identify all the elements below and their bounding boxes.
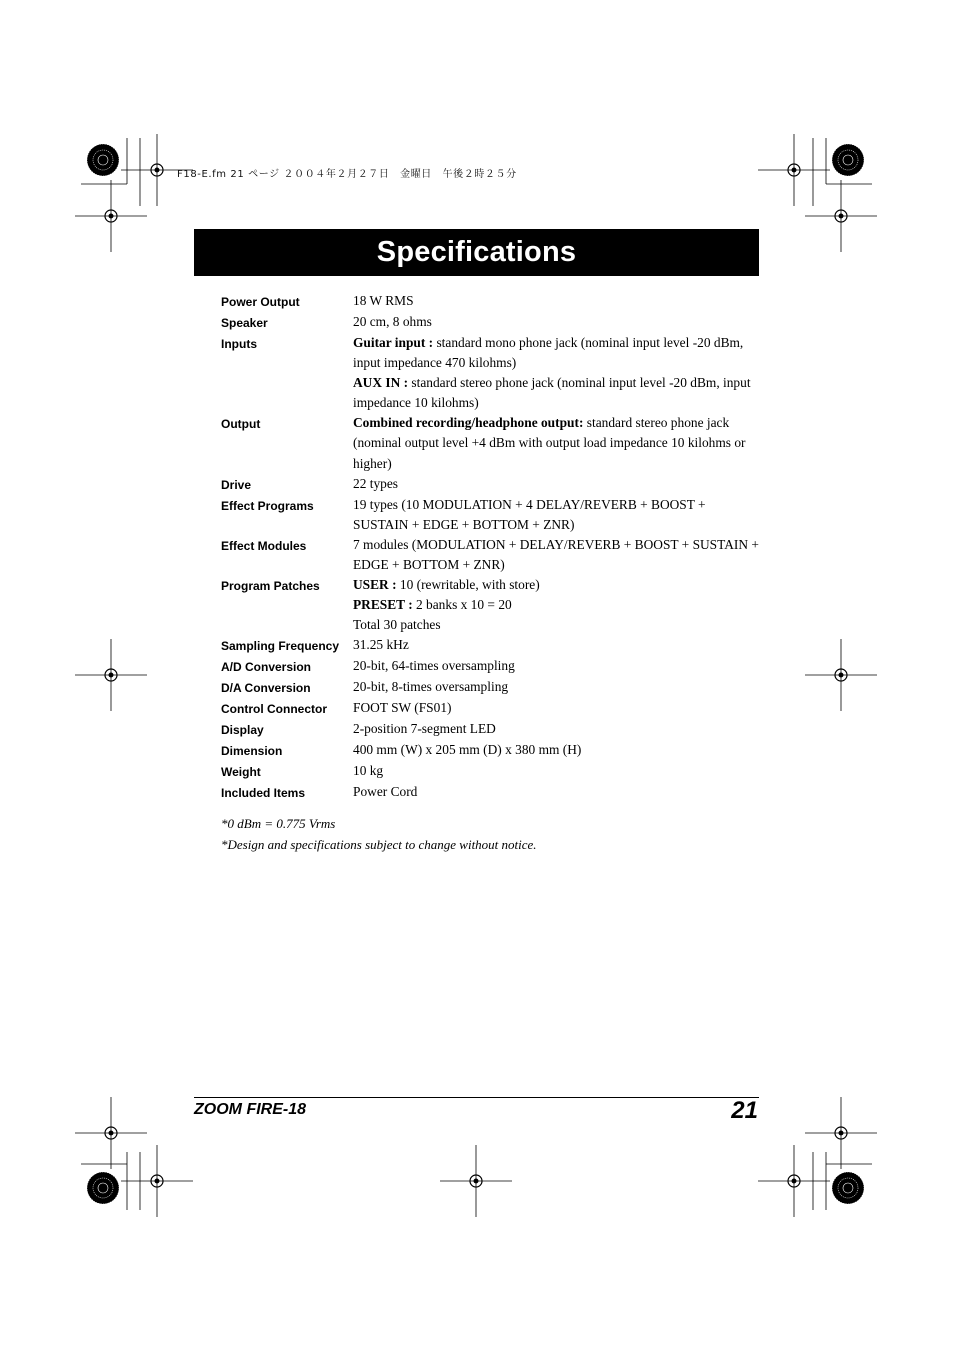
spec-value-line xyxy=(353,698,761,718)
registration-star-icon xyxy=(87,1172,119,1204)
spec-value-line xyxy=(353,635,761,655)
spec-value-heading: Guitar input : xyxy=(353,335,434,350)
spec-table xyxy=(221,291,761,803)
spec-value xyxy=(353,635,761,656)
spec-label: Power Output xyxy=(221,295,300,309)
spec-value-text: 20-bit, 8-times oversampling xyxy=(353,679,509,695)
spec-value-line xyxy=(353,333,761,373)
spec-label: Weight xyxy=(221,765,261,780)
registration-mark-icon xyxy=(758,1145,830,1217)
spec-row xyxy=(221,740,761,761)
print-header: F18-E.fm 21 ページ ２００４年２月２７日 金曜日 午後２時２５分 xyxy=(177,169,517,180)
spec-value-text: standard stereo phone jack (nominal input level -20 dBm, input impedance 10 kilohms) xyxy=(353,375,751,411)
registration-mark-icon xyxy=(805,639,877,711)
spec-value xyxy=(353,677,761,698)
registration-mark-icon xyxy=(75,180,147,252)
spec-value-line xyxy=(353,677,761,697)
footnote: *0 dBm = 0.775 Vrms xyxy=(221,816,336,831)
spec-value-text: 2-position 7-segment LED xyxy=(353,721,496,737)
spec-row xyxy=(221,333,761,413)
registration-mark-icon xyxy=(121,1145,193,1217)
spec-label: Display xyxy=(221,723,264,738)
footer-rule xyxy=(194,1097,759,1098)
spec-value xyxy=(353,495,761,535)
spec-row xyxy=(221,635,761,656)
spec-row xyxy=(221,495,761,535)
spec-row xyxy=(221,761,761,782)
spec-value-text: FOOT SW (FS01) xyxy=(353,700,452,716)
page-number: 21 xyxy=(731,1097,758,1124)
spec-value xyxy=(353,656,761,677)
spec-value xyxy=(353,333,761,413)
spec-value-line xyxy=(353,575,761,595)
spec-value-text: standard stereo phone jack (nominal output level +4 dBm with output load impedance 10 kilohms or higher) xyxy=(353,415,746,471)
registration-mark-icon xyxy=(805,1097,877,1169)
spec-value xyxy=(353,698,761,719)
spec-value xyxy=(353,575,761,635)
spec-value-line xyxy=(353,474,761,494)
spec-label: Speaker xyxy=(221,316,268,330)
spec-label: Included Items xyxy=(221,786,306,801)
registration-mark-icon xyxy=(75,639,147,711)
spec-row xyxy=(221,312,761,333)
spec-row xyxy=(221,719,761,740)
spec-value-text: 19 types (10 MODULATION + 4 DELAY/REVERB + BOOST + SUSTAIN + EDGE + BOTTOM + ZNR) xyxy=(353,496,706,532)
spec-label: D/A Conversion xyxy=(221,681,311,696)
spec-row xyxy=(221,291,761,312)
spec-value xyxy=(353,413,761,473)
title-bar xyxy=(194,229,759,276)
spec-value xyxy=(353,291,761,312)
spec-value-line xyxy=(353,373,761,413)
spec-value-text: 400 mm (W) x 205 mm (D) x 380 mm (H) xyxy=(353,742,582,758)
spec-row xyxy=(221,474,761,495)
spec-value xyxy=(353,761,761,782)
spec-value xyxy=(353,719,761,740)
spec-value-heading: USER : xyxy=(353,577,397,593)
spec-value-line xyxy=(353,595,761,615)
spec-label: Drive xyxy=(221,477,252,492)
registration-star-icon xyxy=(832,144,864,176)
registration-mark-icon xyxy=(758,134,830,206)
spec-value-line xyxy=(353,291,761,311)
spec-value-heading: Combined recording/headphone output: xyxy=(353,415,584,431)
spec-value-text: 18 W RMS xyxy=(353,293,414,308)
spec-value-line xyxy=(353,495,761,535)
registration-mark-icon xyxy=(75,1097,147,1169)
spec-value-text: standard mono phone jack (nominal input level -20 dBm, input impedance 470 kilohms) xyxy=(353,335,744,371)
spec-value-text: 31.25 kHz xyxy=(353,637,409,653)
spec-value-line xyxy=(353,656,761,676)
spec-value-line xyxy=(353,761,761,781)
spec-value-line xyxy=(353,740,761,760)
spec-value-heading: PRESET : xyxy=(353,597,413,613)
spec-label: A/D Conversion xyxy=(221,660,312,675)
spec-row xyxy=(221,575,761,635)
spec-value-text: 7 modules (MODULATION + DELAY/REVERB + BOOST + SUSTAIN + EDGE + BOTTOM + ZNR) xyxy=(353,536,759,572)
registration-mark-icon xyxy=(440,1145,512,1217)
spec-row xyxy=(221,656,761,677)
spec-value-line xyxy=(353,615,761,635)
spec-value-line xyxy=(353,782,761,802)
spec-value-text: 20-bit, 64-times oversampling xyxy=(353,658,515,674)
spec-value-text: Total 30 patches xyxy=(353,617,441,633)
spec-value xyxy=(353,740,761,761)
spec-row xyxy=(221,413,761,473)
spec-label: Program Patches xyxy=(221,579,320,594)
spec-label: Output xyxy=(221,417,261,432)
spec-label: Effect Programs xyxy=(221,498,314,513)
page-title: Specifications xyxy=(376,236,577,268)
spec-label: Sampling Frequency xyxy=(221,639,340,654)
spec-row xyxy=(221,677,761,698)
spec-value-text: 22 types xyxy=(353,475,399,491)
footer-brand: ZOOM FIRE-18 xyxy=(194,1101,307,1118)
footnote: *Design and specifications subject to change without notice. xyxy=(221,837,537,852)
spec-value-line xyxy=(353,535,761,575)
spec-label: Effect Modules xyxy=(221,538,307,553)
registration-star-icon xyxy=(87,144,119,176)
spec-label: Dimension xyxy=(221,744,283,759)
spec-label: Inputs xyxy=(221,337,257,351)
spec-value xyxy=(353,535,761,575)
spec-label: Control Connector xyxy=(221,702,327,717)
spec-value-text: 2 banks x 10 = 20 xyxy=(412,597,512,613)
spec-value-text: 10 kg xyxy=(353,763,384,779)
spec-value-text: 10 (rewritable, with store) xyxy=(396,577,540,593)
footnotes xyxy=(221,813,537,855)
spec-value xyxy=(353,312,761,333)
spec-value xyxy=(353,782,761,803)
registration-mark-icon xyxy=(805,180,877,252)
spec-value-line xyxy=(353,413,761,473)
spec-value xyxy=(353,474,761,495)
spec-row xyxy=(221,698,761,719)
spec-value-line xyxy=(353,312,761,332)
spec-value-line xyxy=(353,719,761,739)
spec-row xyxy=(221,535,761,575)
spec-row xyxy=(221,782,761,803)
spec-value-text: Power Cord xyxy=(353,784,418,800)
spec-value-heading: AUX IN : xyxy=(353,375,409,391)
registration-star-icon xyxy=(832,1172,864,1204)
spec-value-text: 20 cm, 8 ohms xyxy=(353,314,432,329)
